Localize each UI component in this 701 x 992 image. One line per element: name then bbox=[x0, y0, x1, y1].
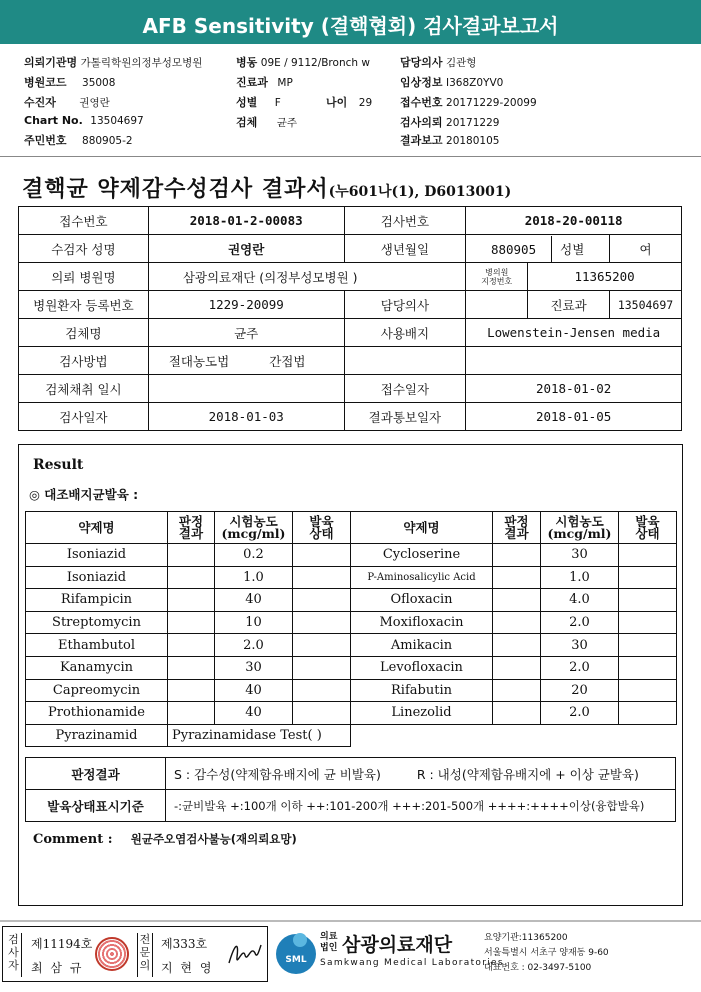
drug-name: Prothionamide bbox=[26, 702, 168, 725]
info-row bbox=[19, 375, 682, 403]
brand-name: 삼광의료재단 bbox=[342, 934, 453, 956]
drug-judge bbox=[168, 634, 215, 657]
pza-blank bbox=[351, 724, 677, 747]
drug-growth bbox=[293, 702, 351, 725]
report-title bbox=[22, 172, 511, 203]
drug-growth bbox=[293, 544, 351, 567]
info-row bbox=[19, 291, 682, 319]
info-method-b: 간접법 bbox=[269, 353, 306, 369]
comment bbox=[33, 831, 297, 847]
meta-test-req bbox=[400, 114, 499, 130]
info-sex-label: 성별 bbox=[551, 236, 584, 263]
drug-growth bbox=[293, 589, 351, 612]
info-designated-label-1: 병의원 bbox=[485, 267, 509, 277]
meta-specimen-label: 검체 bbox=[236, 116, 258, 129]
drug-growth bbox=[619, 656, 677, 679]
drug-growth bbox=[619, 611, 677, 634]
drug-conc: 40 bbox=[215, 589, 293, 612]
drug-row bbox=[26, 702, 677, 725]
info-test-no-label: 검사번호 bbox=[344, 207, 466, 235]
drug-conc: 1.0 bbox=[541, 566, 619, 589]
header-drug: 약제명 bbox=[26, 512, 168, 544]
header-growth-right-2: 상태 bbox=[635, 525, 660, 541]
info-method-blank bbox=[344, 347, 466, 375]
meta-rrn bbox=[24, 132, 133, 148]
meta-sex-value: F bbox=[274, 97, 281, 109]
drug-judge bbox=[168, 611, 215, 634]
comment-label: Comment : bbox=[33, 832, 113, 847]
meta-clinical-label: 임상정보 bbox=[400, 76, 443, 89]
brand-tag-2: 법인 bbox=[320, 943, 338, 953]
drug-judge bbox=[168, 656, 215, 679]
drug-judge bbox=[493, 611, 541, 634]
meta-req-org bbox=[24, 54, 202, 70]
judge-text bbox=[166, 758, 676, 790]
drug-growth bbox=[293, 634, 351, 657]
meta-rrn-label: 주민번호 bbox=[24, 134, 67, 147]
header-drug-right: 약제명 bbox=[351, 512, 493, 544]
meta-report-value: 20180105 bbox=[446, 135, 500, 147]
info-method-a: 절대농도법 bbox=[168, 353, 230, 369]
header-conc-right bbox=[541, 512, 619, 544]
header-growth-2: 상태 bbox=[309, 525, 334, 541]
info-receive-label: 접수일자 bbox=[344, 375, 466, 403]
info-designated-label bbox=[466, 263, 528, 291]
header-growth-right-1: 발육 bbox=[635, 513, 660, 529]
info-row bbox=[19, 319, 682, 347]
control-growth-label: ◎ 대조배지균발육 : bbox=[29, 487, 139, 502]
meta-divider bbox=[0, 156, 701, 157]
drug-judge bbox=[168, 702, 215, 725]
specialist-no: 제333호 bbox=[161, 937, 208, 951]
meta-chart-value: 13504697 bbox=[90, 115, 144, 127]
drug-growth bbox=[619, 589, 677, 612]
signature-box bbox=[2, 926, 268, 982]
meta-doctor-value: 김관형 bbox=[446, 57, 477, 69]
drug-row bbox=[26, 611, 677, 634]
info-name-label: 수검자 성명 bbox=[19, 235, 149, 263]
drug-conc: 1.0 bbox=[215, 566, 293, 589]
judge-label: 판정결과 bbox=[26, 758, 166, 790]
info-recv-no-label: 접수번호 bbox=[19, 207, 149, 235]
info-collect bbox=[148, 375, 344, 403]
meta-chart bbox=[24, 114, 144, 127]
drug-conc: 30 bbox=[215, 656, 293, 679]
drug-name: Levofloxacin bbox=[351, 656, 493, 679]
drug-conc: 2.0 bbox=[541, 702, 619, 725]
header-growth bbox=[293, 512, 351, 544]
drug-growth bbox=[293, 679, 351, 702]
drug-name: Cycloserine bbox=[351, 544, 493, 567]
meta-clinical bbox=[400, 74, 503, 90]
meta-report bbox=[400, 132, 499, 148]
info-medium: Lowenstein-Jensen media bbox=[466, 319, 682, 347]
examiner-seal-icon bbox=[95, 937, 129, 971]
info-sex: 여 bbox=[610, 235, 682, 263]
drug-conc: 2.0 bbox=[541, 611, 619, 634]
info-dob-group bbox=[466, 235, 610, 263]
info-dob-label: 생년월일 bbox=[344, 235, 466, 263]
growth-row bbox=[26, 790, 676, 822]
phone: 대표번호 : 02-3497-5100 bbox=[484, 963, 592, 973]
drug-conc: 10 bbox=[215, 611, 293, 634]
drug-judge bbox=[493, 679, 541, 702]
drug-row bbox=[26, 679, 677, 702]
specialist-label: 전문의 bbox=[137, 933, 153, 977]
meta-test-req-label: 검사의뢰 bbox=[400, 116, 443, 129]
report-code: (누601나(1), D6013001) bbox=[328, 184, 512, 200]
info-hosp: 삼광의료재단 (의정부성모병원 ) bbox=[148, 263, 465, 291]
drug-judge bbox=[493, 566, 541, 589]
drug-growth bbox=[293, 656, 351, 679]
drug-name: Ethambutol bbox=[26, 634, 168, 657]
info-row bbox=[19, 235, 682, 263]
header-conc bbox=[215, 512, 293, 544]
info-specimen-label: 검체명 bbox=[19, 319, 149, 347]
drug-conc: 40 bbox=[215, 702, 293, 725]
info-doctor-label: 담당의사 bbox=[344, 291, 466, 319]
info-receive: 2018-01-02 bbox=[466, 375, 682, 403]
drug-row bbox=[26, 566, 677, 589]
drug-name: Amikacin bbox=[351, 634, 493, 657]
meta-test-req-value: 20171229 bbox=[446, 117, 500, 129]
drug-conc: 30 bbox=[541, 634, 619, 657]
info-row bbox=[19, 403, 682, 431]
info-reg-label: 병원환자 등록번호 bbox=[19, 291, 149, 319]
drug-name: Capreomycin bbox=[26, 679, 168, 702]
header-judge-2: 결과 bbox=[178, 525, 204, 541]
report-header-title: AFB Sensitivity (결핵협회) 검사결과보고서 bbox=[142, 14, 559, 38]
meta-patient bbox=[24, 94, 110, 110]
header-judge-1: 판정 bbox=[178, 513, 204, 529]
meta-report-label: 결과보고 bbox=[400, 134, 443, 147]
meta-req-org-label: 의뢰기관명 bbox=[24, 56, 78, 69]
meta-age bbox=[326, 94, 372, 110]
drug-row bbox=[26, 544, 677, 567]
drug-growth bbox=[619, 679, 677, 702]
drug-row bbox=[26, 589, 677, 612]
drug-table-header bbox=[26, 512, 677, 544]
drug-judge bbox=[168, 566, 215, 589]
drug-name: Isoniazid bbox=[26, 544, 168, 567]
drug-name: Moxifloxacin bbox=[351, 611, 493, 634]
meta-specimen bbox=[236, 114, 297, 130]
drug-judge bbox=[493, 544, 541, 567]
meta-hosp-code-value: 35008 bbox=[82, 77, 116, 89]
info-recv-no: 2018-01-2-00083 bbox=[148, 207, 344, 235]
info-specimen: 균주 bbox=[148, 319, 344, 347]
growth-legend-text: -:균비발육 +:100개 이하 ++:101-200개 +++:201-500개 ++++:++++이상(융합발육) bbox=[166, 790, 676, 822]
header-judge-right-2: 결과 bbox=[504, 525, 529, 541]
judge-text-r: R : 내성(약제함유배지에 + 이상 균발육) bbox=[416, 766, 639, 782]
meta-ward bbox=[236, 54, 370, 70]
info-method-blank-2 bbox=[466, 347, 682, 375]
drug-judge bbox=[493, 589, 541, 612]
meta-doctor-label: 담당의사 bbox=[400, 56, 443, 69]
meta-specimen-value: 균주 bbox=[276, 117, 298, 129]
info-row bbox=[19, 263, 682, 291]
meta-recv-no bbox=[400, 94, 537, 110]
meta-rrn-value: 880905-2 bbox=[82, 135, 133, 147]
judge-text-s: S : 감수성(약제함유배지에 균 비발육) bbox=[174, 766, 381, 782]
drug-conc: 2.0 bbox=[215, 634, 293, 657]
meta-ward-value: 09E / 9112/Bronch w bbox=[260, 57, 370, 69]
drug-name: Kanamycin bbox=[26, 656, 168, 679]
drug-conc: 30 bbox=[541, 544, 619, 567]
drug-name: Rifabutin bbox=[351, 679, 493, 702]
meta-age-label: 나이 bbox=[326, 96, 348, 109]
drug-growth bbox=[293, 611, 351, 634]
header-conc-right-2: (mcg/ml) bbox=[547, 525, 612, 541]
growth-legend-label: 발육상태표시기준 bbox=[26, 790, 166, 822]
address: 서울특별시 서초구 양재동 9-60 bbox=[484, 948, 609, 958]
drug-judge bbox=[168, 589, 215, 612]
meta-sex bbox=[236, 94, 281, 110]
meta-clinical-value: I368Z0YV0 bbox=[446, 77, 504, 89]
footer-rule bbox=[0, 920, 701, 922]
meta-sex-label: 성별 bbox=[236, 96, 258, 109]
info-row bbox=[19, 347, 682, 375]
meta-recv-no-value: 20171229-20099 bbox=[446, 97, 537, 109]
brand-tag-1: 의료 bbox=[320, 932, 338, 942]
info-test-date-label: 검사일자 bbox=[19, 403, 149, 431]
drug-judge bbox=[493, 702, 541, 725]
comment-text: 원균주오염검사불능(재의뢰요망) bbox=[130, 832, 297, 846]
info-reg: 1229-20099 bbox=[148, 291, 344, 319]
drug-name: Rifampicin bbox=[26, 589, 168, 612]
result-box bbox=[18, 444, 683, 906]
inst-code: 요양기관:11365200 bbox=[484, 933, 568, 943]
drug-growth bbox=[619, 566, 677, 589]
sml-logo-text: SML bbox=[285, 955, 307, 965]
result-label: Result bbox=[33, 457, 84, 473]
drug-row bbox=[26, 656, 677, 679]
header-conc-right-1: 시험농도 bbox=[555, 513, 604, 529]
sml-logo-icon bbox=[274, 928, 318, 976]
meta-dept-label: 진료과 bbox=[236, 76, 268, 89]
drug-name: Isoniazid bbox=[26, 566, 168, 589]
pza-drug: Pyrazinamid bbox=[26, 724, 168, 747]
info-dept-label: 진료과 bbox=[528, 291, 610, 319]
header-growth-1: 발육 bbox=[309, 513, 334, 529]
meta-patient-label: 수진자 bbox=[24, 96, 56, 109]
drug-conc: 4.0 bbox=[541, 589, 619, 612]
info-designated: 11365200 bbox=[528, 263, 682, 291]
drug-growth bbox=[619, 634, 677, 657]
drug-name: Ofloxacin bbox=[351, 589, 493, 612]
meta-hosp-code bbox=[24, 74, 115, 90]
info-hosp-label: 의뢰 병원명 bbox=[19, 263, 149, 291]
info-dob: 880905 bbox=[490, 241, 537, 257]
meta-dept-value: MP bbox=[277, 77, 293, 89]
drug-judge bbox=[168, 679, 215, 702]
header-conc-2: (mcg/ml) bbox=[221, 525, 286, 541]
signature-icon bbox=[225, 937, 263, 971]
drug-name: P-Aminosalicylic Acid bbox=[351, 566, 493, 589]
info-medium-label: 사용배지 bbox=[344, 319, 466, 347]
drug-conc: 0.2 bbox=[215, 544, 293, 567]
examiner-name: 최 삼 규 bbox=[31, 961, 84, 975]
info-designated-label-2: 지정번호 bbox=[481, 276, 513, 286]
header-growth-right bbox=[619, 512, 677, 544]
meta-dept bbox=[236, 74, 293, 90]
meta-req-org-value: 가톨릭학원의정부성모병원 bbox=[80, 57, 203, 69]
report-header-bar bbox=[0, 0, 701, 44]
meta-ward-label: 병동 bbox=[236, 56, 258, 69]
info-dept: 13504697 bbox=[610, 291, 682, 319]
drug-judge bbox=[493, 656, 541, 679]
info-doctor bbox=[466, 291, 528, 319]
pza-row bbox=[26, 724, 677, 747]
brand-english: Samkwang Medical Laboratories bbox=[320, 958, 504, 968]
meta-age-value: 29 bbox=[358, 97, 373, 109]
info-test-date: 2018-01-03 bbox=[148, 403, 344, 431]
info-notify-label: 결과통보일자 bbox=[344, 403, 466, 431]
report-title-text: 결핵균 약제감수성검사 결과서 bbox=[22, 176, 329, 202]
examiner-label: 검사자 bbox=[6, 933, 22, 977]
header-conc-1: 시험농도 bbox=[229, 513, 278, 529]
drug-conc: 20 bbox=[541, 679, 619, 702]
info-notify: 2018-01-05 bbox=[466, 403, 682, 431]
drug-growth bbox=[619, 702, 677, 725]
drug-conc: 2.0 bbox=[541, 656, 619, 679]
meta-recv-no-label: 접수번호 bbox=[400, 96, 443, 109]
drug-conc: 40 bbox=[215, 679, 293, 702]
examiner-no: 제11194호 bbox=[31, 937, 93, 951]
meta-patient-value: 권영란 bbox=[79, 97, 110, 109]
patient-info-table bbox=[18, 206, 682, 431]
drug-judge bbox=[493, 634, 541, 657]
drug-name: Streptomycin bbox=[26, 611, 168, 634]
drug-growth bbox=[619, 544, 677, 567]
specialist-name: 지 현 영 bbox=[161, 961, 214, 975]
info-collect-label: 검체채취 일시 bbox=[19, 375, 149, 403]
drug-row bbox=[26, 634, 677, 657]
judge-row bbox=[26, 758, 676, 790]
info-row bbox=[19, 207, 682, 235]
drug-table bbox=[25, 511, 677, 747]
header-judge-right bbox=[493, 512, 541, 544]
brand-tag bbox=[320, 932, 337, 954]
drug-name: Linezolid bbox=[351, 702, 493, 725]
meta-hosp-code-label: 병원코드 bbox=[24, 76, 67, 89]
drug-growth bbox=[293, 566, 351, 589]
judge-legend-table bbox=[25, 757, 676, 822]
meta-chart-label: Chart No. bbox=[24, 114, 83, 127]
info-method-label: 검사방법 bbox=[19, 347, 149, 375]
info-method bbox=[148, 347, 344, 375]
info-test-no: 2018-20-00118 bbox=[466, 207, 682, 235]
drug-judge bbox=[168, 544, 215, 567]
info-name: 권영란 bbox=[148, 235, 344, 263]
header-judge bbox=[168, 512, 215, 544]
meta-doctor bbox=[400, 54, 476, 70]
pza-test: Pyrazinamidase Test( ) bbox=[168, 724, 351, 747]
header-judge-right-1: 판정 bbox=[504, 513, 529, 529]
